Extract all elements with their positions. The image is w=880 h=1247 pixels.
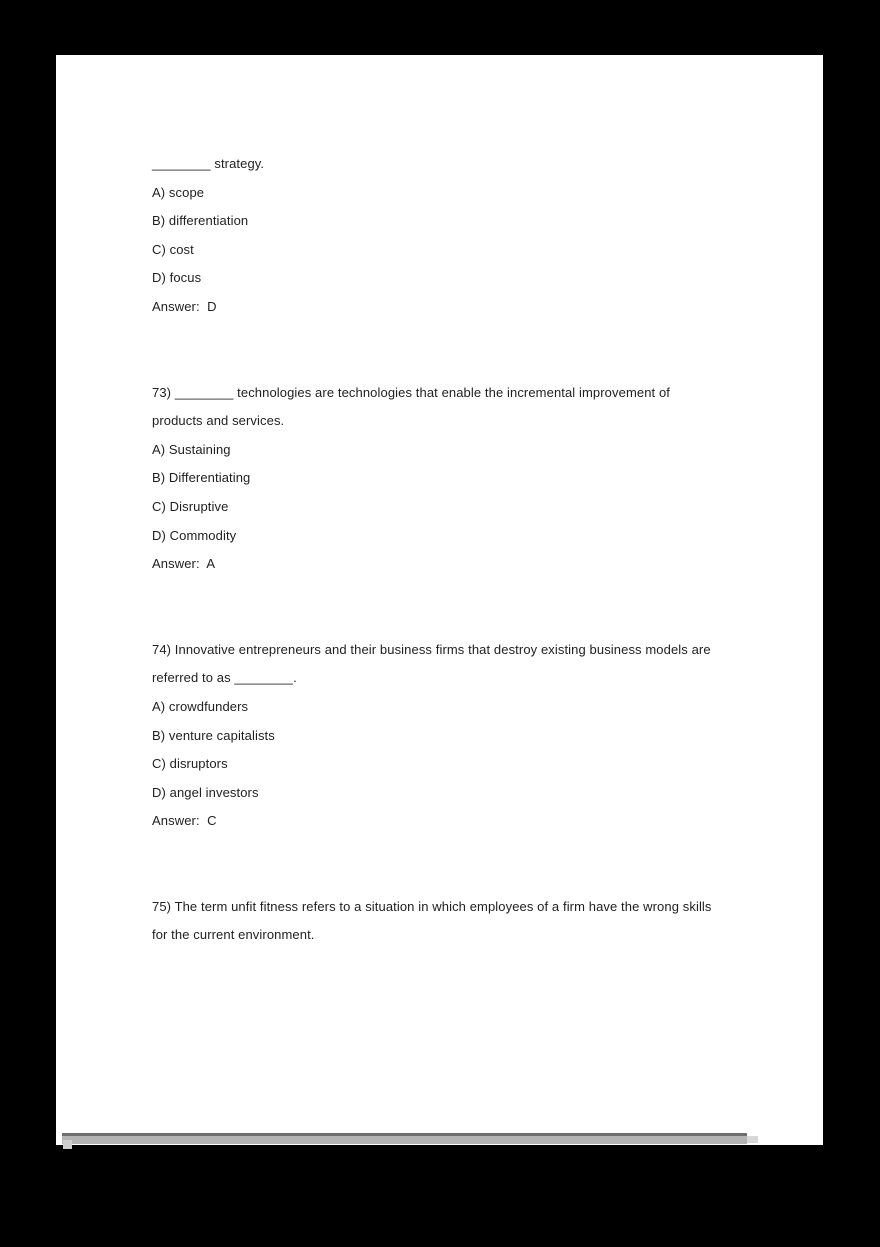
option-d-line: D) focus bbox=[152, 270, 202, 286]
option-d-line: D) Commodity bbox=[152, 527, 237, 543]
question-stem-line: for the current environment. bbox=[152, 927, 315, 943]
option-b-line: B) differentiation bbox=[152, 213, 249, 229]
option-c-line: C) disruptors bbox=[152, 756, 228, 772]
question-stem-line: referred to as ________. bbox=[152, 670, 297, 686]
question-75 bbox=[152, 893, 783, 950]
question-stem-line: 74) Innovative entrepreneurs and their business firms that destroy existing business models are bbox=[152, 641, 711, 657]
option-c-line: C) Disruptive bbox=[152, 498, 229, 514]
horizontal-scrollbar-left-tail bbox=[63, 1140, 72, 1149]
question-stem-line: ________ strategy. bbox=[152, 156, 265, 171]
option-d-line: D) angel investors bbox=[152, 784, 259, 800]
question-stem-line: 73) ________ technologies are technologies that enable the incremental improvement of bbox=[152, 384, 671, 400]
option-b-line: B) venture capitalists bbox=[152, 727, 275, 743]
question-stem-line: products and services. bbox=[152, 413, 285, 429]
horizontal-scrollbar-track-end[interactable] bbox=[747, 1136, 758, 1143]
answer-line: Answer: C bbox=[152, 813, 217, 829]
document-content bbox=[152, 150, 783, 1007]
answer-line: Answer: A bbox=[152, 556, 216, 572]
question-stem-line: 75) The term unfit fitness refers to a situation in which employees of a firm have the wrong skills bbox=[152, 898, 712, 914]
question-72-fragment bbox=[152, 150, 783, 322]
horizontal-scrollbar-thumb[interactable] bbox=[62, 1133, 747, 1144]
document-page bbox=[56, 55, 823, 1145]
option-a-line: A) crowdfunders bbox=[152, 698, 249, 714]
question-74 bbox=[152, 636, 783, 836]
option-a-line: A) Sustaining bbox=[152, 441, 231, 457]
option-a-line: A) scope bbox=[152, 184, 205, 200]
answer-line: Answer: D bbox=[152, 298, 217, 314]
option-b-line: B) Differentiating bbox=[152, 470, 251, 486]
question-73 bbox=[152, 379, 783, 579]
option-c-line: C) cost bbox=[152, 241, 194, 257]
